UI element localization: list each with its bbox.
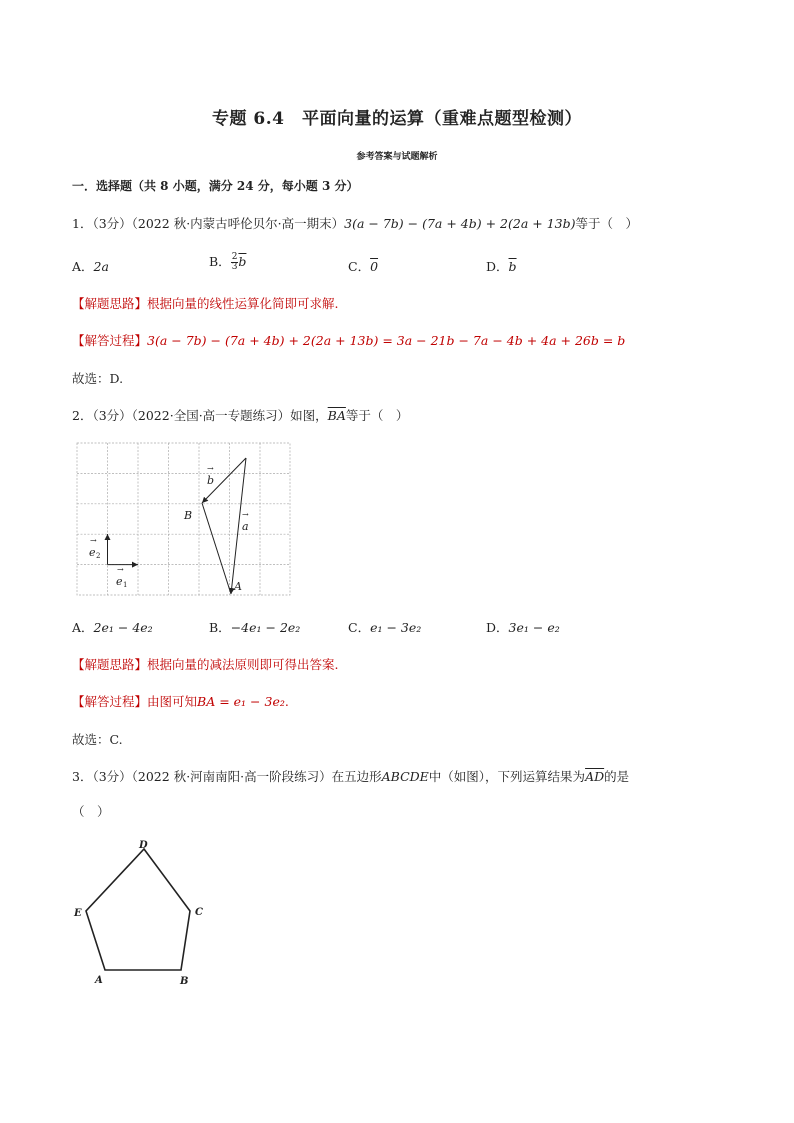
q2-option-c-text: e₁ − 3e₂ bbox=[370, 620, 422, 635]
vertex-label-a: A bbox=[95, 975, 103, 986]
pentagon-shape bbox=[86, 849, 190, 970]
label-e1: e bbox=[116, 575, 123, 588]
q1-process-expr: 3(a − 7b) − (7a + 4b) + 2(2a + 13b) = 3a − 21b − 7a − 4b + 4a + 26b = b bbox=[147, 333, 626, 348]
q1-answer: 故选：D. bbox=[72, 371, 124, 386]
q3-stem-mid: 中（如图），下列运算结果为 bbox=[428, 769, 586, 784]
label-e2-sub: 2 bbox=[96, 552, 101, 560]
q2-option-c-letter: C． bbox=[348, 620, 371, 635]
q3-stem-prefix: 3．（3分）（2022 秋·河南南阳·高一阶段练习）在五边形 bbox=[72, 769, 382, 784]
q2-option-c bbox=[348, 618, 421, 636]
q2-idea bbox=[72, 655, 339, 673]
label-e2: e bbox=[89, 546, 96, 559]
q1-option-b-letter: B． bbox=[209, 254, 231, 269]
segment-ba-line bbox=[202, 503, 231, 594]
q1-option-c bbox=[348, 257, 378, 275]
q2-option-b-letter: B． bbox=[209, 620, 231, 635]
q2-option-a-text: 2e₁ − 4e₂ bbox=[93, 620, 153, 635]
q2-option-d bbox=[486, 618, 560, 636]
q2-vectors bbox=[108, 458, 247, 594]
q1-option-b-den: 3 bbox=[231, 262, 238, 272]
q1-idea-text: 根据向量的线性运算化简即可求解. bbox=[147, 296, 339, 311]
q2-process-prefix: 由图可知 bbox=[147, 694, 198, 709]
page-title: 专题 6.4 平面向量的运算（重难点题型检测） bbox=[212, 109, 582, 129]
label-point-b: B bbox=[184, 509, 193, 522]
q1-process bbox=[72, 331, 625, 349]
q1-option-a-text: 2a bbox=[93, 259, 109, 274]
q1-option-d-text: $\overline{b}$ bbox=[508, 259, 517, 274]
q1-option-d-letter: D． bbox=[486, 259, 509, 274]
label-e1-sub: 1 bbox=[123, 581, 128, 589]
section-heading: 一．选择题（共 8 小题，满分 24 分，每小题 3 分） bbox=[72, 179, 359, 193]
q2-answer: 故选：C. bbox=[72, 732, 123, 747]
q1-stem-expr: 3(a − 7b) − (7a + 4b) + 2(2a + 13b) bbox=[344, 216, 576, 231]
q3-stem-vec: $\overline{AD}$ bbox=[585, 769, 605, 784]
q1-idea bbox=[72, 294, 339, 312]
q2-stem-prefix: 2．（3分）（2022·全国·高一专题练习）如图， bbox=[72, 408, 328, 423]
q2-stem-suffix: 等于（ ） bbox=[345, 408, 409, 423]
q2-stem-vec: $\overline{BA}$ bbox=[327, 408, 346, 423]
q1-option-b-var: $\overline{b}$ bbox=[238, 254, 247, 269]
q2-option-d-letter: D． bbox=[486, 620, 509, 635]
q2-option-a bbox=[72, 618, 153, 636]
vertex-label-c: C bbox=[195, 907, 203, 918]
q2-process-end: . bbox=[284, 694, 289, 709]
q1-option-a-letter: A． bbox=[72, 259, 94, 274]
label-e1-arrow: → bbox=[117, 565, 124, 574]
q1-stem-prefix: 1．（3分）（2022 秋·内蒙古呼伦贝尔·高一期末） bbox=[72, 216, 345, 231]
q2-process bbox=[72, 692, 289, 710]
q3-pentagon-figure bbox=[70, 836, 220, 990]
q2-process-label: 【解答过程】 bbox=[72, 694, 148, 709]
q2-process-expr: BA = e₁ − 3e₂ bbox=[197, 694, 285, 709]
q2-idea-label: 【解题思路】 bbox=[72, 657, 148, 672]
q3-stem bbox=[72, 767, 629, 785]
q2-idea-text: 根据向量的减法原则即可得出答案. bbox=[147, 657, 339, 672]
vertex-label-b: B bbox=[180, 976, 189, 987]
q1-option-c-text: 0 bbox=[370, 259, 379, 274]
q2-option-d-text: 3e₁ − e₂ bbox=[508, 620, 560, 635]
page-subtitle: 参考答案与试题解析 bbox=[356, 152, 438, 162]
label-b-arrow: → bbox=[207, 464, 214, 473]
q3-stem-suffix: 的是 bbox=[604, 769, 630, 784]
q3-stem-paren: （ ） bbox=[72, 804, 110, 819]
q1-option-d bbox=[486, 257, 517, 275]
q2-stem bbox=[72, 406, 408, 424]
label-a-arrow: → bbox=[242, 510, 249, 519]
label-e2-arrow: → bbox=[90, 536, 97, 545]
q1-process-label: 【解答过程】 bbox=[72, 333, 148, 348]
label-b: b bbox=[207, 474, 215, 487]
q1-option-b-num: 2 bbox=[231, 252, 238, 262]
vertex-label-d: D bbox=[139, 840, 148, 851]
q2-option-b-text: −4e₁ − 2e₂ bbox=[230, 620, 301, 635]
label-point-a: A bbox=[234, 580, 242, 593]
q1-option-b bbox=[209, 252, 246, 272]
label-a: a bbox=[242, 520, 249, 533]
vertex-label-e: E bbox=[74, 908, 82, 919]
q3-stem-shape: ABCDE bbox=[381, 769, 429, 784]
q1-stem-suffix: 等于（ ） bbox=[575, 216, 639, 231]
q2-option-a-letter: A． bbox=[72, 620, 94, 635]
q1-stem bbox=[72, 214, 638, 232]
q1-option-a bbox=[72, 257, 109, 275]
q1-option-c-letter: C． bbox=[348, 259, 371, 274]
q2-figure bbox=[76, 442, 292, 598]
q1-idea-label: 【解题思路】 bbox=[72, 296, 148, 311]
q2-option-b bbox=[209, 618, 300, 636]
